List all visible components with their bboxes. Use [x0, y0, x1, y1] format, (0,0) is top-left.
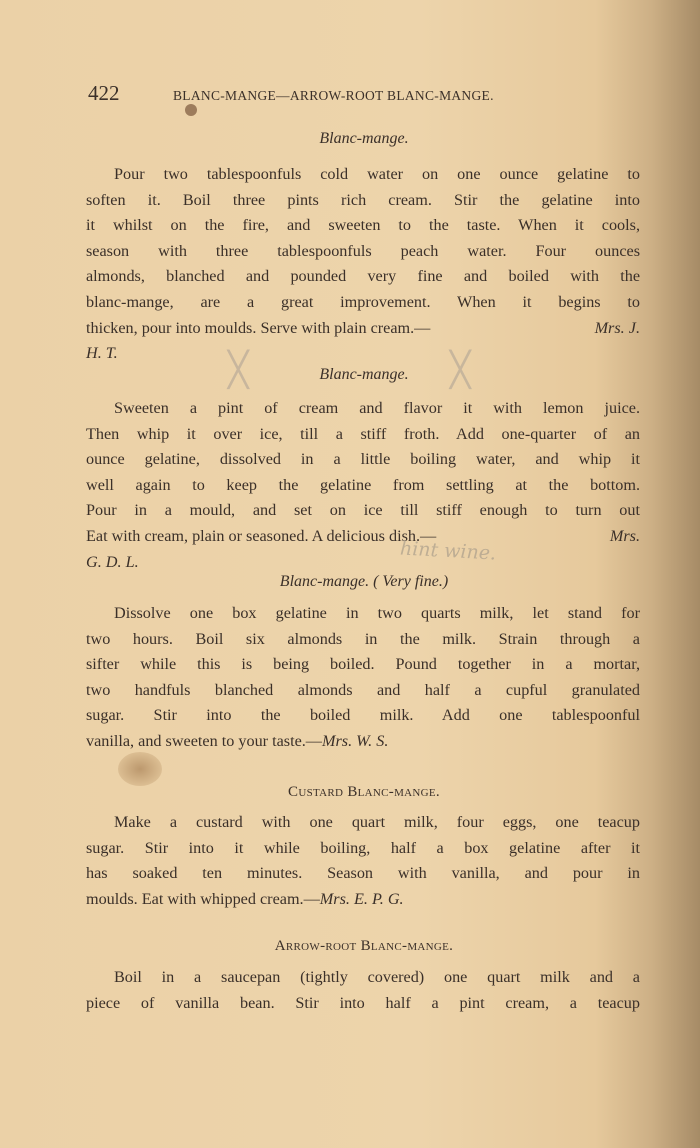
- handwritten-note: hint wine.: [399, 537, 497, 565]
- attribution: Mrs.: [609, 526, 640, 545]
- recipe-body: [86, 601, 640, 755]
- text: moulds. Eat with whipped cream.—: [86, 889, 320, 908]
- text-line: Sweeten a pint of cream and flavor it with lemon juice.: [114, 399, 640, 417]
- recipe-title: Blanc-mange.: [319, 130, 409, 147]
- recipe-title: Arrow-root Blanc-mange.: [274, 938, 454, 954]
- text-line: almonds, blanched and pounded very fine and boiled with the: [86, 267, 640, 286]
- text-line: Boil in a saucepan (tightly covered) one quart milk and a: [114, 968, 640, 986]
- text-line: Pour in a mould, and set on ice till stiff enough to turn out: [86, 501, 640, 520]
- text-line: blanc-mange, are a great improvement. When it begins to: [86, 292, 640, 311]
- text-line: season with three tablespoonfuls peach water. Four ounces: [86, 241, 640, 260]
- recipe-body: [86, 396, 640, 575]
- text: thicken, pour into moulds. Serve with plain cream.—: [86, 318, 431, 337]
- x-mark: ╳: [450, 350, 471, 390]
- attribution: Mrs. W. S.: [322, 731, 389, 750]
- text: vanilla, and sweeten to your taste.—: [86, 731, 322, 750]
- recipe-title: Blanc-mange.: [319, 366, 409, 383]
- text-line: two hours. Boil six almonds in the milk. Strain through a: [86, 629, 640, 648]
- recipe-body: [86, 965, 640, 1016]
- attribution: H. T.: [86, 344, 118, 363]
- x-mark: ╳: [228, 350, 249, 390]
- text-line: [86, 887, 640, 913]
- text-line: two handfuls blanched almonds and half a cupful granulated: [86, 680, 640, 699]
- stain: [118, 752, 162, 786]
- recipe-body: [86, 162, 640, 367]
- attribution: G. D. L.: [86, 552, 139, 571]
- text-line: ounce gelatine, dissolved in a little boiling water, and whip it: [86, 450, 640, 469]
- text-line: Dissolve one box gelatine in two quarts milk, let stand for: [114, 604, 640, 622]
- text-line: [86, 524, 640, 550]
- attribution: Mrs. E. P. G.: [319, 889, 404, 908]
- text-line: Pour two tablespoonfuls cold water on one ounce gelatine to: [114, 165, 640, 183]
- text-line: Then whip it over ice, till a stiff froth. Add one-quarter of an: [86, 424, 640, 443]
- text-line: it whilst on the fire, and sweeten to the taste. When it cools,: [86, 216, 640, 235]
- text-line: has soaked ten minutes. Season with vanilla, and pour in: [86, 864, 640, 883]
- text-line: sifter while this is being boiled. Pound together in a mortar,: [86, 655, 640, 674]
- text-line: sugar. Stir into the boiled milk. Add one tablespoonful: [86, 706, 640, 725]
- page-number: 422: [88, 81, 120, 105]
- text-line: soften it. Boil three pints rich cream. Stir the gelatine into: [86, 190, 640, 209]
- running-title: BLANC-MANGE—ARROW-ROOT BLANC-MANGE.: [173, 88, 494, 103]
- text: Eat with cream, plain or seasoned. A delicious dish.—: [86, 526, 437, 545]
- text-line: well again to keep the gelatine from settling at the bottom.: [86, 475, 640, 494]
- text-line: Make a custard with one quart milk, four eggs, one teacup: [114, 813, 640, 831]
- text-line: sugar. Stir into it while boiling, half a box gelatine after it: [86, 838, 640, 857]
- text-line: [86, 729, 640, 755]
- recipe-body: [86, 810, 640, 912]
- recipe-title: Blanc-mange. ( Very fine.): [279, 573, 449, 590]
- text-line: [86, 316, 640, 342]
- recipe-title: Custard Blanc-mange.: [288, 784, 440, 800]
- attribution: Mrs. J.: [594, 318, 640, 337]
- text-line: piece of vanilla bean. Stir into half a pint cream, a teacup: [86, 993, 640, 1012]
- stain: [185, 104, 197, 116]
